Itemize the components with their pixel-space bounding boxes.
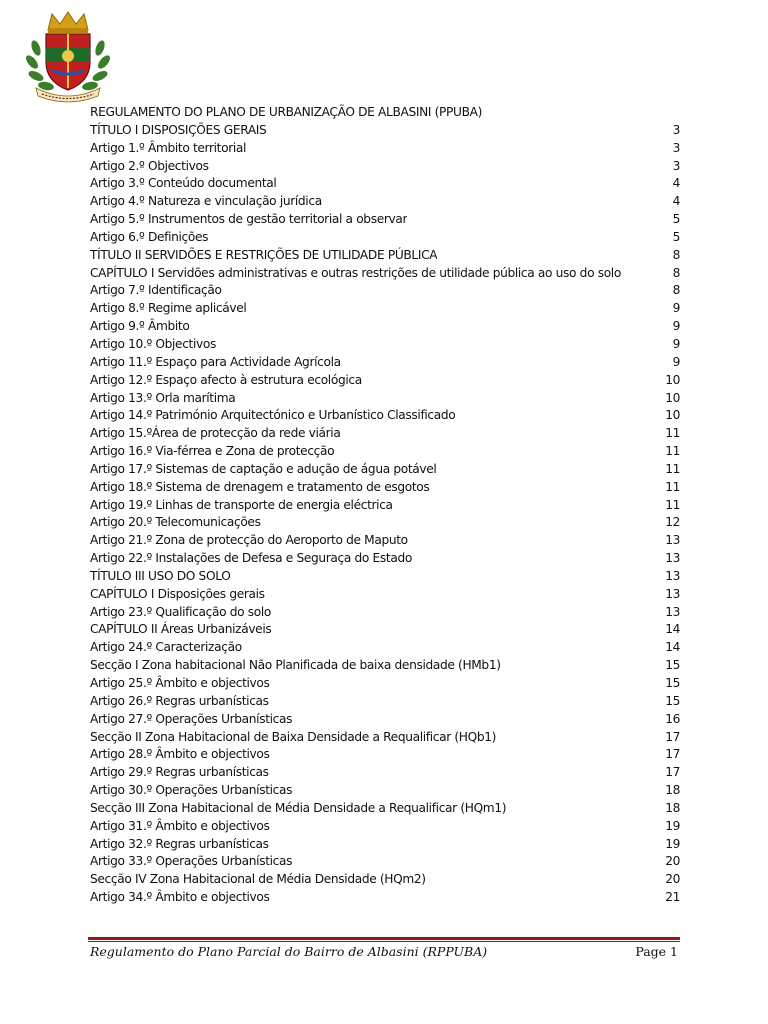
toc-entry-page: 11 [665,497,680,512]
toc-entry-label: Artigo 34.º Âmbito e objectivos [90,890,270,905]
toc-entry-page: 10 [665,408,680,423]
toc-entry-label: Artigo 1.º Âmbito territorial [90,140,247,155]
toc-entry-page: 17 [665,765,680,780]
toc-entry-page: 13 [665,533,680,548]
toc-entry-label: REGULAMENTO DO PLANO DE URBANIZAÇÃO DE ALBASINI (PPUBA) [90,105,482,119]
toc-entry[interactable] [90,300,680,318]
toc-entry-page: 3 [672,122,680,137]
toc-entry[interactable] [90,800,680,818]
toc-entry[interactable] [90,407,680,425]
toc-entry-label: Artigo 13.º Orla marítima [90,390,236,405]
toc-entry-page: 18 [665,800,680,815]
toc-entry[interactable] [90,853,680,871]
toc-entry[interactable] [90,889,680,907]
toc-entry[interactable] [90,532,680,550]
toc-entry-label: Artigo 16.º Via-férrea e Zona de protecção [90,444,335,459]
toc-entry[interactable] [90,479,680,497]
toc-entry-label: Artigo 29.º Regras urbanísticas [90,765,269,780]
toc-entry[interactable] [90,372,680,390]
toc-entry[interactable] [90,497,680,515]
toc-entry-label: Secção III Zona Habitacional de Média Densidade a Requalificar (HQm1) [90,800,507,815]
toc-entry[interactable] [90,621,680,639]
toc-entry-page: 15 [665,676,680,690]
toc-entry[interactable] [90,140,680,158]
municipal-emblem-icon [22,8,114,104]
toc-entry-page: 15 [665,658,680,673]
toc-entry[interactable] [90,425,680,443]
toc-entry[interactable] [90,693,680,711]
toc-entry-page: 20 [665,872,680,887]
toc-entry-page: 8 [672,283,680,298]
toc-entry-label: Artigo 9.º Âmbito [90,319,190,334]
toc-entry[interactable] [90,211,680,229]
toc-entry[interactable] [90,604,680,622]
toc-entry-label: Artigo 18.º Sistema de drenagem e tratamento de esgotos [90,479,430,494]
page-footer [90,944,678,959]
toc-entry-label: Artigo 22.º Instalações de Defesa e Seguraça do Estado [90,551,412,566]
toc-entry[interactable] [90,175,680,193]
toc-entry[interactable] [90,265,680,283]
toc-entry-label: Artigo 19.º Linhas de transporte de energia eléctrica [90,497,393,512]
toc-entry-page: 8 [672,265,680,280]
toc-entry-page: 13 [665,604,680,619]
toc-entry[interactable] [90,229,680,247]
toc-entry-label: Secção IV Zona Habitacional de Média Densidade (HQm2) [90,872,426,887]
toc-entry[interactable] [90,729,680,747]
toc-entry[interactable] [90,122,680,140]
toc-entry[interactable] [90,104,680,122]
toc-entry-label: Artigo 3.º Conteúdo documental [90,176,277,191]
toc-entry[interactable] [90,390,680,408]
toc-entry-page: 11 [665,461,680,476]
toc-entry-page: 12 [665,515,680,530]
toc-entry-label: Artigo 5.º Instrumentos de gestão territorial a observar [90,212,408,227]
toc-entry[interactable] [90,764,680,782]
toc-entry-label: Secção I Zona habitacional Não Planificada de baixa densidade (HMb1) [90,658,501,673]
toc-entry[interactable] [90,871,680,889]
footer-page-number: Page 1 [635,944,678,959]
toc-entry[interactable] [90,586,680,604]
toc-entry-label: Artigo 15.ºÁrea de protecção da rede viária [90,426,341,441]
toc-entry-label: Artigo 14.º Património Arquitectónico e Urbanístico Classificado [90,408,456,423]
toc-entry[interactable] [90,675,680,693]
toc-entry-label: Artigo 21.º Zona de protecção do Aeroporto de Maputo [90,533,408,548]
toc-entry-page: 14 [665,622,680,637]
toc-entry-label: Artigo 28.º Âmbito e objectivos [90,747,270,762]
toc-entry[interactable] [90,782,680,800]
table-of-contents [90,104,680,907]
toc-entry-page: 14 [665,640,680,655]
toc-entry-label: Artigo 33.º Operações Urbanísticas [90,854,293,869]
toc-entry-label: CAPÍTULO II Áreas Urbanizáveis [90,622,272,637]
toc-entry-label: Artigo 4.º Natureza e vinculação jurídica [90,194,322,209]
toc-entry-page: 17 [665,747,680,762]
toc-entry-page: 4 [672,176,680,191]
toc-entry-page: 9 [672,336,680,351]
toc-entry-page: 9 [672,319,680,334]
toc-entry-label: Artigo 24.º Caracterização [90,640,242,655]
toc-entry-label: CAPÍTULO I Disposições gerais [90,586,265,601]
toc-entry-page: 18 [665,783,680,798]
toc-entry-page: 13 [665,568,680,583]
toc-entry[interactable] [90,282,680,300]
toc-entry-page: 19 [665,836,680,851]
toc-entry-page: 4 [672,194,680,209]
toc-entry-page: 17 [665,729,680,744]
toc-entry[interactable] [90,550,680,568]
toc-entry[interactable] [90,568,680,586]
toc-entry-label: TÍTULO I DISPOSIÇÕES GERAIS [90,122,267,137]
toc-entry-label: Artigo 30.º Operações Urbanísticas [90,783,293,798]
toc-entry-page: 16 [665,711,680,726]
toc-entry-label: Artigo 17.º Sistemas de captação e adução de água potável [90,461,437,476]
toc-entry-label: Artigo 8.º Regime aplicável [90,301,247,316]
toc-entry-page: 8 [672,247,680,262]
toc-entry[interactable] [90,746,680,764]
toc-entry[interactable] [90,193,680,211]
toc-entry-page: 13 [665,586,680,601]
toc-entry-label: Artigo 27.º Operações Urbanísticas [90,711,293,726]
toc-entry-label: Artigo 23.º Qualificação do solo [90,604,271,619]
toc-entry-page: 20 [665,854,680,869]
toc-entry[interactable] [90,158,680,176]
toc-entry-label: Artigo 6.º Definições [90,229,209,244]
toc-entry[interactable] [90,639,680,657]
toc-entry-page: 11 [665,444,680,459]
toc-entry-label: Artigo 32.º Regras urbanísticas [90,836,269,851]
toc-entry-page: 15 [665,693,680,708]
toc-entry-page: 10 [665,390,680,405]
toc-entry-page: 10 [665,372,680,387]
toc-entry[interactable] [90,818,680,836]
toc-entry-page: 5 [672,212,680,227]
toc-entry-page: 19 [665,818,680,833]
toc-entry-page: 13 [665,551,680,566]
toc-entry-page: 21 [665,890,680,905]
footer-document-title: Regulamento do Plano Parcial do Bairro de Albasini (RPPUBA) [90,944,488,959]
toc-entry-page: 9 [672,354,680,369]
toc-entry[interactable] [90,247,680,265]
toc-entry-label: Artigo 10.º Objectivos [90,336,216,351]
toc-entry-page: 5 [672,229,680,244]
toc-entry-page: 3 [672,140,680,155]
toc-entry-label: Artigo 7.º Identificação [90,283,222,298]
toc-entry[interactable] [90,461,680,479]
toc-entry[interactable] [90,336,680,354]
toc-entry-label: Artigo 26.º Regras urbanísticas [90,693,269,708]
toc-entry[interactable] [90,657,680,675]
toc-entry[interactable] [90,836,680,854]
toc-entry-label: TÍTULO II SERVIDÕES E RESTRIÇÕES DE UTILIDADE PÚBLICA [90,247,438,262]
toc-entry[interactable] [90,354,680,372]
toc-entry[interactable] [90,443,680,461]
toc-entry-label: Artigo 12.º Espaço afecto à estrutura ecológica [90,372,362,387]
toc-entry-label: Artigo 31.º Âmbito e objectivos [90,818,270,833]
toc-entry[interactable] [90,514,680,532]
toc-entry-page: 9 [672,301,680,316]
toc-entry[interactable] [90,711,680,729]
footer-rule-thick [88,937,680,940]
toc-entry-page: 3 [672,158,680,173]
toc-entry-label: TÍTULO III USO DO SOLO [90,568,231,583]
toc-entry-label: Artigo 25.º Âmbito e objectivos [90,676,270,690]
toc-entry-label: Artigo 2.º Objectivos [90,158,209,173]
toc-entry-label: Secção II Zona Habitacional de Baixa Densidade a Requalificar (HQb1) [90,729,497,744]
toc-entry-label: Artigo 11.º Espaço para Actividade Agrícola [90,354,341,369]
toc-entry[interactable] [90,318,680,336]
toc-entry-label: CAPÍTULO I Servidões administrativas e outras restrições de utilidade pública ao uso do solo [90,265,621,280]
toc-entry-page: 11 [665,479,680,494]
toc-entry-label: Artigo 20.º Telecomunicações [90,515,261,530]
footer-rule-thin [88,941,680,942]
toc-entry-page: 11 [665,426,680,441]
